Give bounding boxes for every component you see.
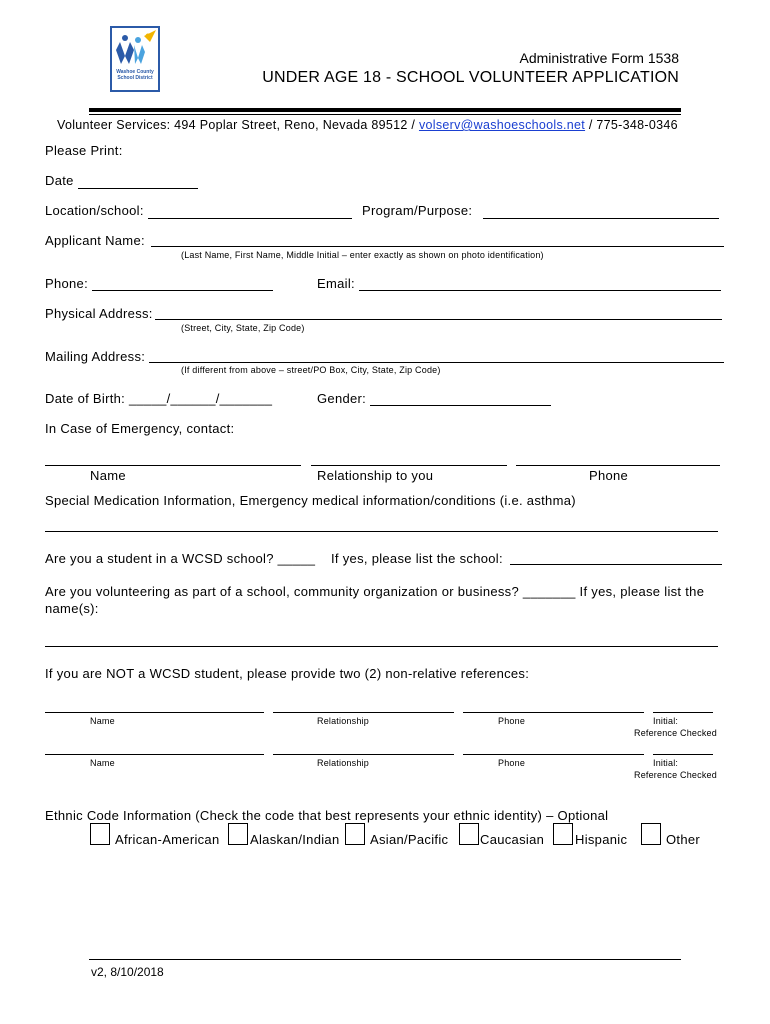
reference1-phone-field[interactable] (463, 696, 644, 713)
applicant-label: Applicant Name: (45, 233, 145, 248)
date-label: Date (45, 173, 74, 188)
ethnic-option-other: Other (666, 832, 701, 847)
reference2-name-field[interactable] (45, 738, 264, 755)
mailing-address-field[interactable] (149, 346, 724, 363)
location-label: Location/school: (45, 203, 144, 218)
reference2-checked-caption: Reference Checked (634, 770, 717, 780)
medication-field[interactable] (45, 515, 718, 532)
reference1-name-field[interactable] (45, 696, 264, 713)
medication-label: Special Medication Information, Emergency medical information/conditions (i.e. asthma) (45, 493, 576, 508)
volunteer-names-label: name(s): (45, 601, 99, 616)
gender-label: Gender: (317, 391, 367, 406)
email-field[interactable] (359, 274, 721, 291)
header-divider (89, 108, 681, 112)
reference2-initial-field[interactable] (653, 738, 713, 755)
emergency-relationship-caption: Relationship to you (317, 468, 434, 483)
email-label: Email: (317, 276, 355, 291)
reference1-initial-caption: Initial: (653, 716, 679, 726)
reference2-relationship-caption: Relationship (317, 758, 369, 768)
ethnic-option-hispanic: Hispanic (575, 832, 628, 847)
reference2-name-caption: Name (90, 758, 115, 768)
gender-field[interactable] (370, 389, 551, 406)
mailing-address-label: Mailing Address: (45, 349, 146, 364)
applicant-name-field[interactable] (151, 230, 724, 247)
emergency-phone-field[interactable] (516, 449, 720, 466)
phone-label: Phone: (45, 276, 89, 291)
volunteer-names-field[interactable] (45, 630, 718, 647)
contact-email-link[interactable]: volserv@washoeschools.net (418, 118, 586, 132)
ethnic-label: Ethnic Code Information (Check the code that best represents your ethnic identity) – Optional (45, 808, 609, 823)
ethnic-checkbox-caucasian[interactable] (459, 823, 479, 845)
reference2-phone-caption: Phone (498, 758, 526, 768)
reference1-name-caption: Name (90, 716, 115, 726)
logo-text: Washoe County School District (116, 69, 154, 81)
program-field[interactable] (483, 202, 719, 219)
ethnic-checkbox-hispanic[interactable] (553, 823, 573, 845)
volunteer-question: Are you volunteering as part of a school, community organization or business? _______ If yes, please list the (45, 584, 705, 599)
ethnic-checkbox-other[interactable] (641, 823, 661, 845)
references-label: If you are NOT a WCSD student, please provide two (2) non-relative references: (45, 666, 530, 681)
emergency-name-caption: Name (90, 468, 126, 483)
emergency-label: In Case of Emergency, contact: (45, 421, 235, 436)
phone-field[interactable] (92, 274, 273, 291)
footer-version: v2, 8/10/2018 (91, 965, 164, 979)
date-field[interactable] (78, 172, 198, 189)
reference2-initial-caption: Initial: (653, 758, 679, 768)
emergency-relationship-field[interactable] (311, 449, 507, 466)
ethnic-checkbox-asian-pacific[interactable] (345, 823, 365, 845)
ethnic-option-asian-pacific: Asian/Pacific (370, 832, 449, 847)
dob-label: Date of Birth: _____/______/_______ (45, 391, 273, 406)
student-school-field[interactable] (510, 548, 722, 565)
program-label: Program/Purpose: (362, 203, 473, 218)
form-title: UNDER AGE 18 - SCHOOL VOLUNTEER APPLICATION (262, 69, 679, 86)
reference2-relationship-field[interactable] (273, 738, 454, 755)
reference1-phone-caption: Phone (498, 716, 526, 726)
ethnic-option-alaskan-indian: Alaskan/Indian (250, 832, 340, 847)
contact-phone: / 775-348-0346 (585, 118, 678, 132)
contact-line (57, 118, 678, 132)
physical-address-field[interactable] (155, 303, 722, 320)
please-print-label: Please Print: (45, 143, 123, 158)
mailing-address-hint: (If different from above – street/PO Box, City, State, Zip Code) (181, 365, 441, 375)
ethnic-option-caucasian: Caucasian (480, 832, 545, 847)
header-divider-thin (89, 114, 681, 115)
emergency-phone-caption: Phone (589, 468, 629, 483)
ethnic-option-african-american: African-American (115, 832, 220, 847)
physical-address-label: Physical Address: (45, 306, 153, 321)
contact-address: Volunteer Services: 494 Poplar Street, Reno, Nevada 89512 / (57, 118, 419, 132)
reference1-relationship-field[interactable] (273, 696, 454, 713)
footer-divider (89, 959, 681, 960)
reference2-phone-field[interactable] (463, 738, 644, 755)
student-question: Are you a student in a WCSD school? _____ (45, 551, 316, 566)
ethnic-checkbox-alaskan-indian[interactable] (228, 823, 248, 845)
physical-address-hint: (Street, City, State, Zip Code) (181, 323, 305, 333)
reference1-initial-field[interactable] (653, 696, 713, 713)
district-logo (110, 26, 160, 92)
reference1-checked-caption: Reference Checked (634, 728, 717, 738)
reference1-relationship-caption: Relationship (317, 716, 369, 726)
student-school-label: If yes, please list the school: (331, 551, 503, 566)
location-field[interactable] (148, 202, 352, 219)
form-number: Administrative Form 1538 (519, 50, 679, 66)
applicant-hint: (Last Name, First Name, Middle Initial – enter exactly as shown on photo identification) (181, 250, 544, 260)
ethnic-checkbox-african-american[interactable] (90, 823, 110, 845)
emergency-name-field[interactable] (45, 449, 301, 466)
